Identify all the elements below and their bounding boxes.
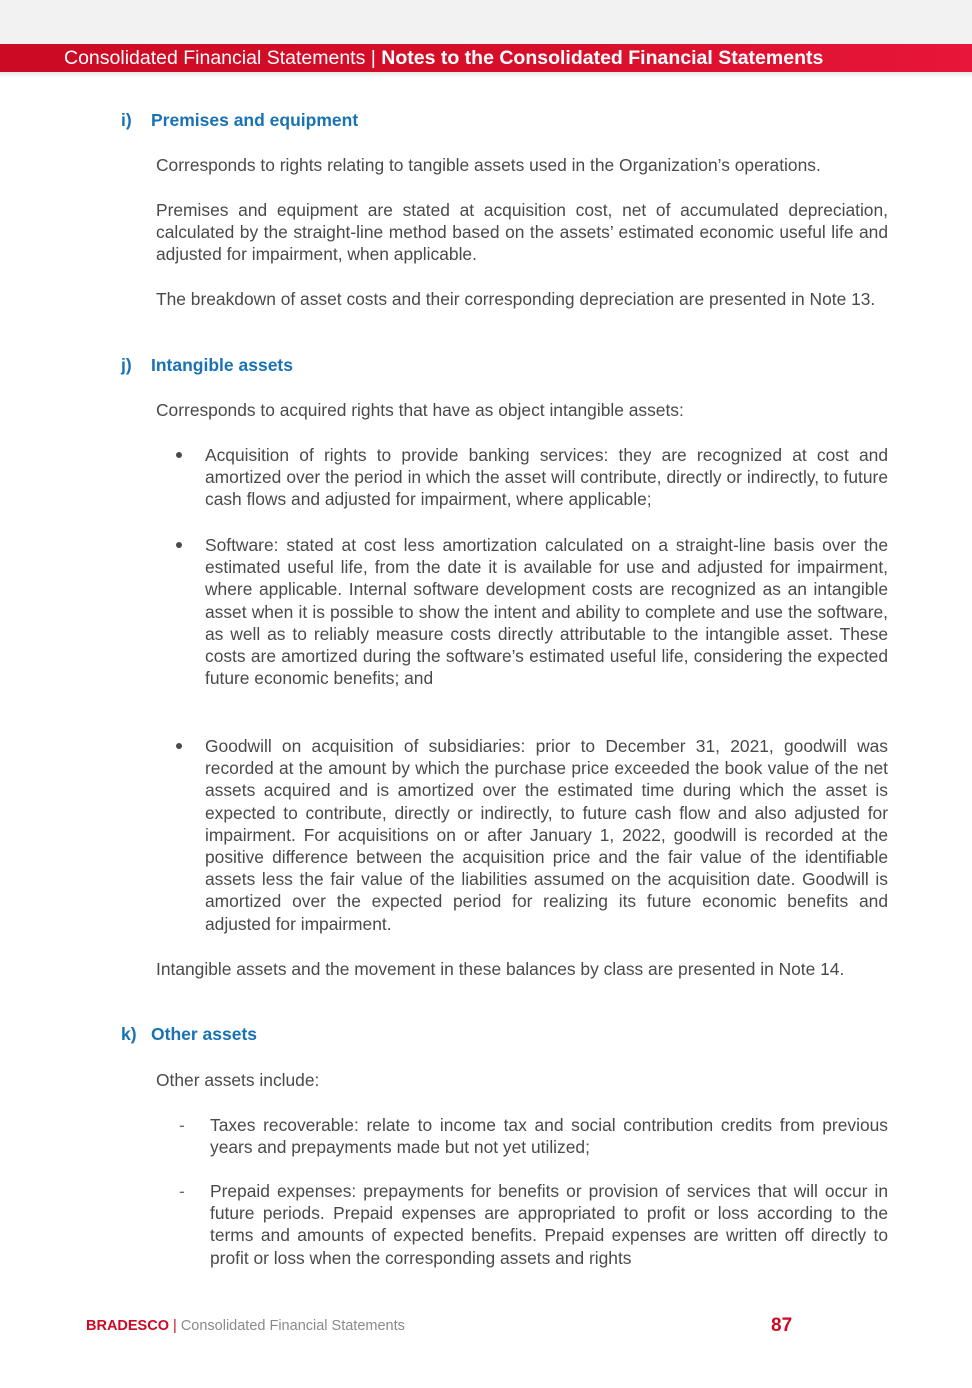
list-item-text: Goodwill on acquisition of subsidiaries: prior to December 31, 2021, goodwill was recorded at the amount by which the purchase price exceeded the book value of the net assets acquired and is amortized over the estimated time during which the asset is expected to contribute, directly or indirectly, to future cash flow and also adjusted for impairment. For acquisitions on or after January 1, 2022, goodwill is recorded at the positive difference between the acquisition price and the fair value of the identifiable assets less the fair value of the liabilities assumed on the acquisition date. Goodwill is amortized over the expected period for realizing its future economic benefits and adjusted for impairment. — [205, 736, 888, 934]
list-item-text: Acquisition of rights to provide banking services: they are recognized at cost and amortized over the period in which the asset will contribute, directly or indirectly, to future cash flows and adjusted for impairment, where applicable; — [205, 445, 888, 510]
banner-subsection: Notes to the Consolidated Financial Statements — [381, 47, 824, 69]
paragraph-other-assets-intro: Other assets include: — [156, 1070, 320, 1090]
page-number: 87 — [771, 1315, 793, 1336]
heading-title-j: Intangible assets — [151, 355, 293, 375]
bullet-icon — [176, 452, 182, 458]
heading-intangible-assets — [121, 355, 293, 376]
list-item — [156, 1114, 888, 1158]
paragraph-premises-2: Premises and equipment are stated at acquisition cost, net of accumulated depreciation, calculated by the straight-line method based on the assets’ estimated economic useful life and adjusted for impairment, when applicable. — [156, 200, 888, 265]
heading-letter-j: j) — [121, 355, 132, 375]
list-item — [156, 444, 888, 511]
paragraph-intangible-closing: Intangible assets and the movement in these balances by class are presented in Note 14. — [156, 959, 845, 979]
footer — [86, 1318, 405, 1334]
list-item — [156, 735, 888, 935]
paragraph-premises-1: Corresponds to rights relating to tangible assets used in the Organization’s operations. — [156, 155, 821, 175]
footer-document-title: Consolidated Financial Statements — [180, 1318, 405, 1334]
list-item-text: Software: stated at cost less amortization calculated on a straight-line basis over the estimated useful life, from the date it is available for use and adjusted for impairment, where applicable. Internal software development costs are recognized as an intangible asset when it is possible to show the intent and ability to complete and use the software, as well as to reliably measure costs directly attributable to the intangible asset. These costs are amortized during the software’s estimated useful life, considering the expected future economic benefits; and — [205, 535, 888, 689]
banner-section: Consolidated Financial Statements — [64, 47, 366, 69]
heading-letter-i: i) — [121, 110, 132, 130]
heading-other-assets — [121, 1024, 257, 1045]
bullet-icon — [176, 542, 182, 548]
paragraph-intangible-intro: Corresponds to acquired rights that have as object intangible assets: — [156, 400, 684, 420]
dash-marker: - — [179, 1115, 185, 1135]
bullet-icon — [176, 743, 182, 749]
banner-separator: | — [365, 47, 382, 69]
banner-shadow — [0, 72, 972, 78]
heading-title-i: Premises and equipment — [151, 110, 359, 130]
top-margin — [0, 0, 972, 44]
heading-title-k: Other assets — [151, 1024, 258, 1044]
heading-letter-k: k) — [121, 1024, 137, 1044]
list-item — [156, 1180, 888, 1269]
heading-premises-and-equipment — [121, 110, 358, 131]
list-item-text: Taxes recoverable: relate to income tax and social contribution credits from previous years and prepayments made but not yet utilized; — [210, 1115, 888, 1158]
section-banner — [0, 44, 972, 72]
list-item-text: Prepaid expenses: prepayments for benefits or provision of services that will occur in future periods. Prepaid expenses are appropriated to profit or loss according to the terms and amounts of expected benefits. Prepaid expenses are written off directly to profit or loss when the corresponding assets and rights — [210, 1181, 888, 1268]
list-item — [156, 534, 888, 689]
dash-marker: - — [179, 1181, 185, 1201]
footer-separator: | — [168, 1318, 181, 1334]
paragraph-premises-3: The breakdown of asset costs and their corresponding depreciation are presented in Note 13. — [156, 289, 876, 309]
footer-brand: BRADESCO — [86, 1318, 169, 1334]
